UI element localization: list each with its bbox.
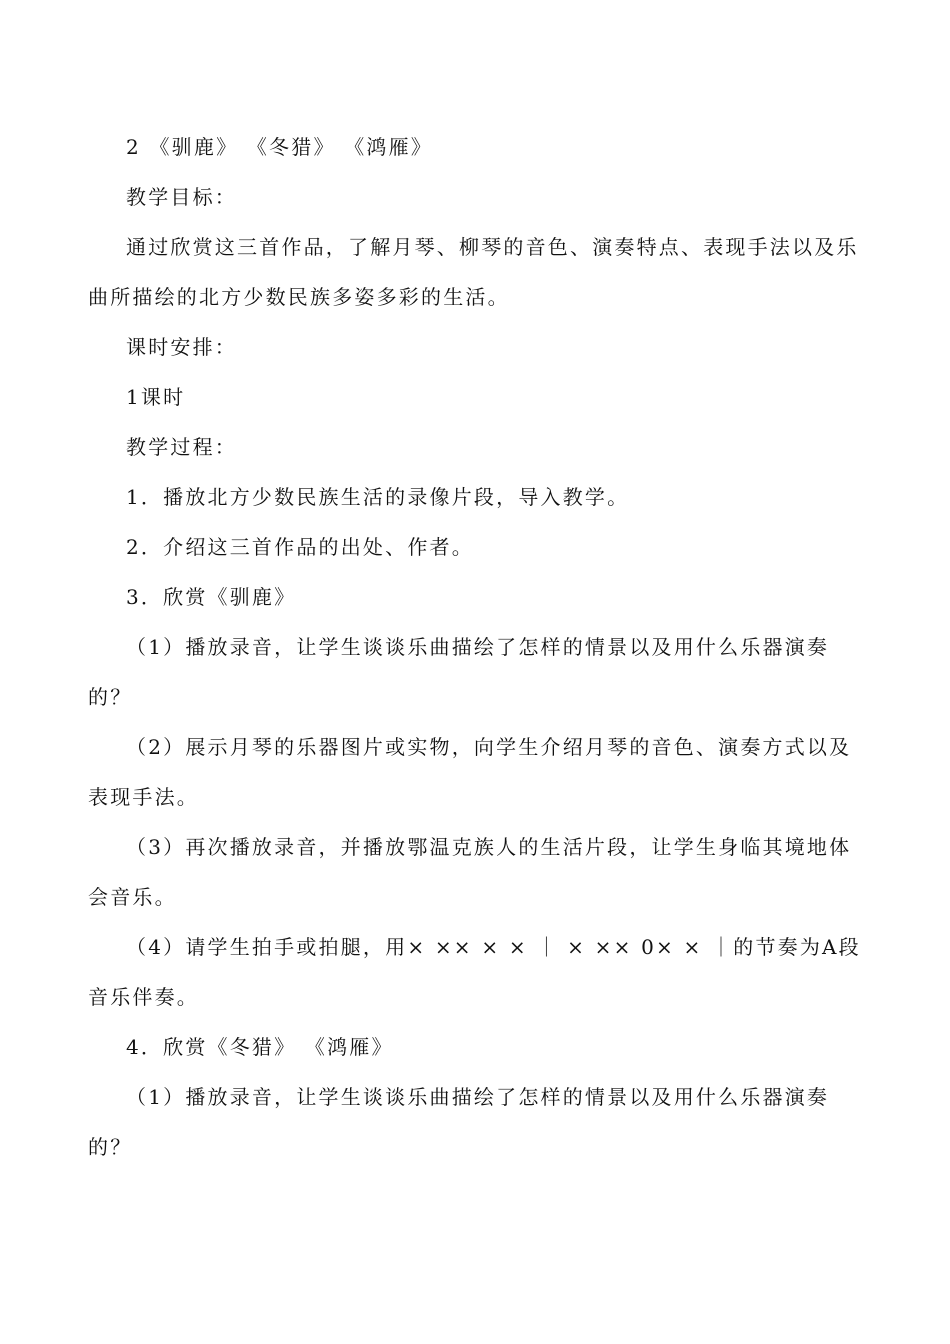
objectives-heading: 教学目标：: [126, 185, 237, 209]
lesson-title: 2 《驯鹿》 《冬猎》 《鸿雁》: [126, 135, 433, 159]
process-step-3: 3．欣赏《驯鹿》: [126, 585, 297, 609]
process-step-2: 2．介绍这三首作品的出处、作者。: [126, 535, 474, 559]
process-step-4: 4．欣赏《冬猎》 《鸿雁》: [126, 1035, 394, 1059]
step-3-item-1: （1）播放录音，让学生谈谈乐曲描绘了怎样的情景以及用什么乐器演奏的？: [88, 635, 830, 709]
document-body: [88, 122, 864, 1172]
step-3-item-4: （4）请学生拍手或拍腿，用× ×× × × ｜ × ×× 0× × ｜的节奏为A段音乐伴奏。: [88, 935, 861, 1009]
step-4-item-1: （1）播放录音，让学生谈谈乐曲描绘了怎样的情景以及用什么乐器演奏的？: [88, 1085, 830, 1159]
process-step-1: 1．播放北方少数民族生活的录像片段，导入教学。: [126, 485, 630, 509]
schedule-heading: 课时安排：: [126, 335, 237, 359]
step-3-item-3: （3）再次播放录音，并播放鄂温克族人的生活片段，让学生身临其境地体会音乐。: [88, 835, 852, 909]
step-3-item-2: （2）展示月琴的乐器图片或实物，向学生介绍月琴的音色、演奏方式以及表现手法。: [88, 735, 852, 809]
objectives-text: 通过欣赏这三首作品，了解月琴、柳琴的音色、演奏特点、表现手法以及乐曲所描绘的北方少数民族多姿多彩的生活。: [88, 235, 859, 309]
process-heading: 教学过程：: [126, 435, 237, 459]
schedule-text: 1课时: [126, 385, 186, 409]
